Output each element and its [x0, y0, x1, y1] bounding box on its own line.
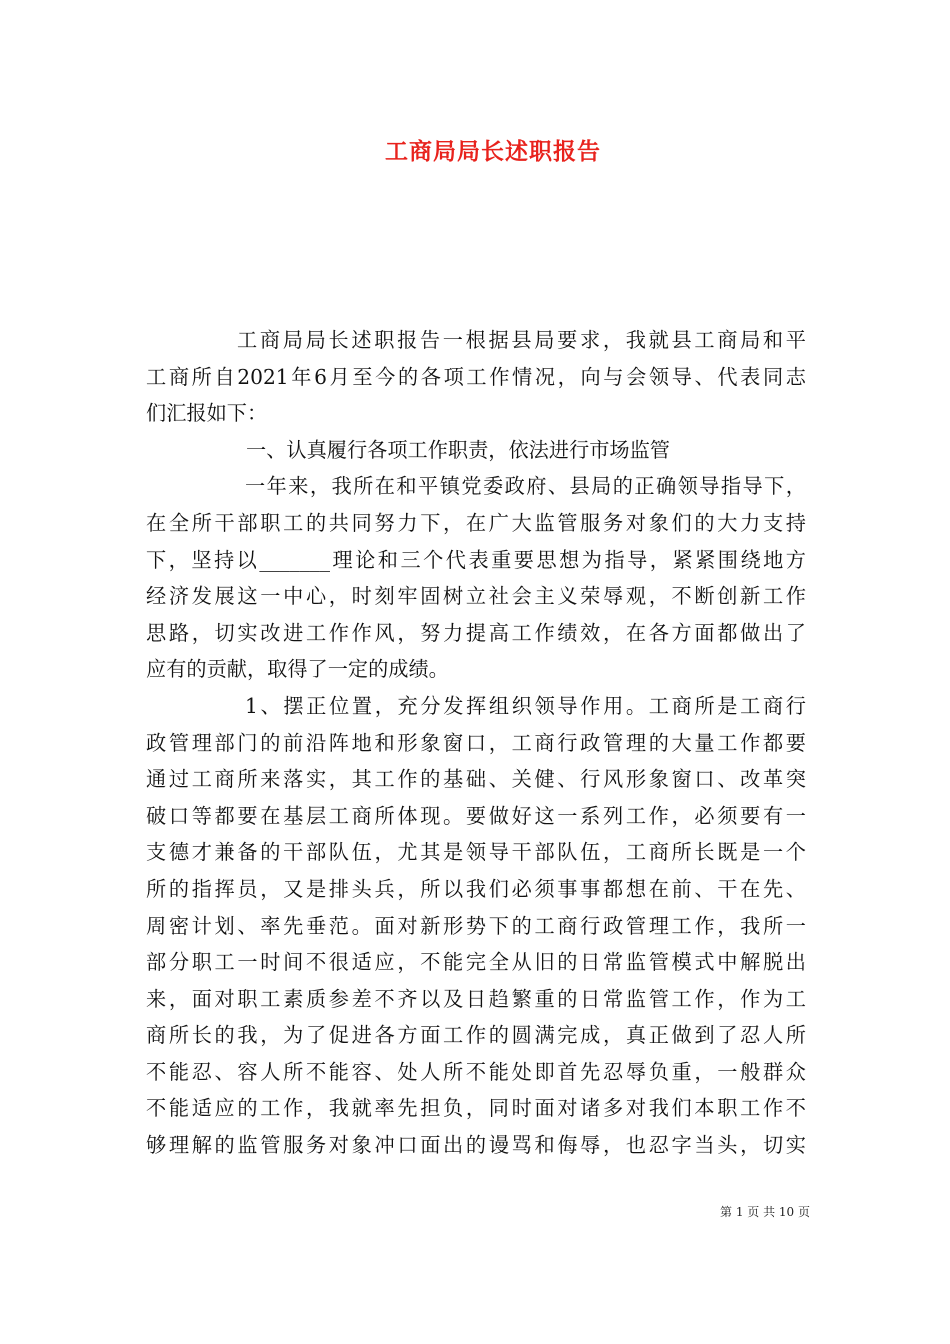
- paragraph-2-line-1: 一年来，我所在和平镇党委政府、县局的正确领导指导下，: [245, 474, 806, 499]
- paragraph-3-line-3: 通过工商所来落实，其工作的基础、关健、行风形象窗口、改革突: [146, 767, 806, 792]
- paragraph-1-line-2: 工商所自2021年6月至今的各项工作情况，向与会领导、代表同志: [146, 364, 806, 389]
- document-body: [146, 322, 806, 1164]
- paragraph-3-line-1: 1、摆正位置，充分发挥组织领导作用。工商所是工商行: [245, 693, 806, 718]
- paragraph-2-line-2: 在全所干部职工的共同努力下，在广大监管服务对象们的大力支持: [146, 510, 806, 535]
- paragraph-3-line-8: 部分职工一时间不很适应，不能完全从旧的日常监管模式中解脱出: [146, 950, 806, 975]
- paragraph-3-line-6: 所的指挥员，又是排头兵，所以我们必须事事都想在前、干在先、: [146, 876, 806, 901]
- paragraph-3-line-7: 周密计划、率先垂范。面对新形势下的工商行政管理工作，我所一: [146, 913, 806, 938]
- paragraph-3-line-2: 政管理部门的前沿阵地和形象窗口，工商行政管理的大量工作都要: [146, 730, 806, 755]
- paragraph-3-line-5: 支德才兼备的干部队伍，尤其是领导干部队伍，工商所长既是一个: [146, 840, 806, 865]
- paragraph-3-line-13: 够理解的监管服务对象冲口面出的谩骂和侮辱，也忍字当头，切实: [146, 1133, 806, 1158]
- paragraph-1-line-3: 们汇报如下：: [146, 401, 268, 426]
- paragraph-2-line-3: 下，坚持以_______理论和三个代表重要思想为指导，紧紧围绕地方: [146, 547, 806, 572]
- paragraph-2-line-6: 应有的贡献，取得了一定的成绩。: [146, 657, 449, 682]
- section-heading: 一、认真履行各项工作职责，依法进行市场监管: [246, 437, 670, 462]
- paragraph-3-line-4: 破口等都要在基层工商所体现。要做好这一系列工作，必须要有一: [146, 803, 806, 828]
- paragraph-1-line-1: 工商局局长述职报告一根据县局要求，我就县工商局和平: [237, 328, 806, 352]
- document-title: 工商局局长述职报告: [385, 138, 601, 165]
- paragraph-2-line-5: 思路，切实改进工作作风，努力提高工作绩效，在各方面都做出了: [146, 620, 806, 645]
- paragraph-3-line-10: 商所长的我，为了促进各方面工作的圆满完成，真正做到了忍人所: [146, 1023, 806, 1048]
- page-number-footer: 第 1 页 共 10 页: [720, 1205, 810, 1219]
- paragraph-3-line-12: 不能适应的工作，我就率先担负，同时面对诸多对我们本职工作不: [146, 1096, 806, 1121]
- paragraph-3-line-11: 不能忍、容人所不能容、处人所不能处即首先忍辱负重，一般群众: [146, 1059, 806, 1084]
- paragraph-2-line-4: 经济发展这一中心，时刻牢固树立社会主义荣辱观，不断创新工作: [146, 584, 806, 609]
- paragraph-3-line-9: 来，面对职工素质参差不齐以及日趋繁重的日常监管工作，作为工: [146, 986, 806, 1011]
